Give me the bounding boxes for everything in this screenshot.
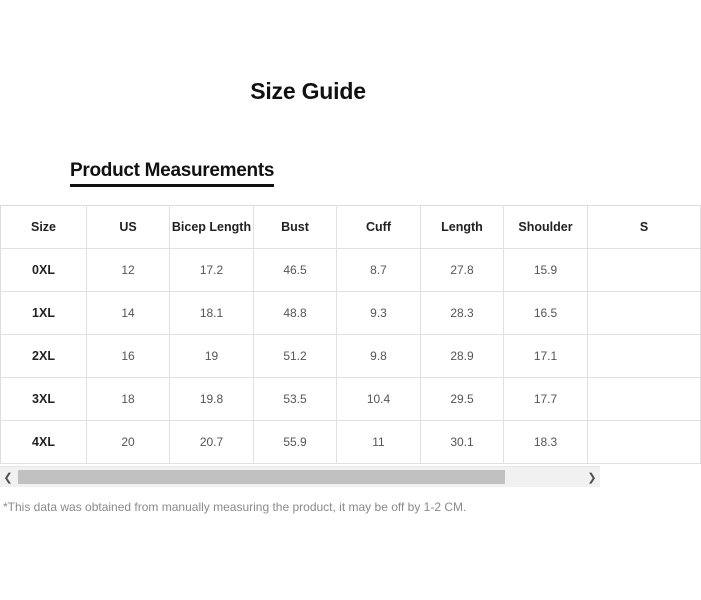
size-label-cell: 2XL bbox=[1, 335, 87, 378]
table-cell: 20.7 bbox=[170, 421, 254, 464]
table-cell: 18.1 bbox=[170, 292, 254, 335]
table-row bbox=[1, 249, 701, 292]
measurement-footnote: *This data was obtained from manually measuring the product, it may be off by 1-2 CM. bbox=[3, 500, 467, 514]
column-header: Length bbox=[421, 206, 504, 249]
section-title: Product Measurements bbox=[70, 160, 274, 187]
table-cell: 18.3 bbox=[504, 421, 588, 464]
chevron-right-icon: ❯ bbox=[587, 471, 597, 484]
horizontal-scrollbar[interactable] bbox=[0, 466, 600, 487]
table-cell: 28.3 bbox=[421, 292, 504, 335]
table-cell: 17.1 bbox=[504, 335, 588, 378]
table-cell: 9.8 bbox=[337, 335, 421, 378]
table-cell bbox=[588, 249, 701, 292]
table-cell: 17.2 bbox=[170, 249, 254, 292]
scroll-right-button[interactable] bbox=[584, 467, 600, 487]
table-cell: 15.9 bbox=[504, 249, 588, 292]
table-cell: 10.4 bbox=[337, 378, 421, 421]
table-cell bbox=[588, 378, 701, 421]
table-cell: 53.5 bbox=[254, 378, 337, 421]
table-cell: 28.9 bbox=[421, 335, 504, 378]
table-cell: 29.5 bbox=[421, 378, 504, 421]
table-cell bbox=[588, 421, 701, 464]
table-cell: 17.7 bbox=[504, 378, 588, 421]
table-cell: 18 bbox=[87, 378, 170, 421]
column-header: Bicep Length bbox=[170, 206, 254, 249]
table-cell bbox=[588, 292, 701, 335]
table-cell: 48.8 bbox=[254, 292, 337, 335]
table-cell: 19 bbox=[170, 335, 254, 378]
table-cell: 19.8 bbox=[170, 378, 254, 421]
size-label-cell: 3XL bbox=[1, 378, 87, 421]
column-header: S bbox=[588, 206, 701, 249]
column-header: Bust bbox=[254, 206, 337, 249]
table-row bbox=[1, 335, 701, 378]
column-header: US bbox=[87, 206, 170, 249]
table-cell: 30.1 bbox=[421, 421, 504, 464]
table-row bbox=[1, 421, 701, 464]
column-header: Size bbox=[1, 206, 87, 249]
table-cell: 8.7 bbox=[337, 249, 421, 292]
scrollbar-thumb[interactable] bbox=[18, 470, 505, 484]
column-header: Cuff bbox=[337, 206, 421, 249]
table-cell: 46.5 bbox=[254, 249, 337, 292]
size-table bbox=[0, 205, 701, 464]
table-cell: 27.8 bbox=[421, 249, 504, 292]
table-header-row bbox=[1, 206, 701, 249]
scroll-left-button[interactable] bbox=[0, 467, 16, 487]
table-cell: 12 bbox=[87, 249, 170, 292]
table-scroll-area[interactable] bbox=[0, 205, 649, 465]
table-cell: 16.5 bbox=[504, 292, 588, 335]
column-header: Shoulder bbox=[504, 206, 588, 249]
table-cell bbox=[588, 335, 701, 378]
table-row bbox=[1, 292, 701, 335]
chevron-left-icon: ❮ bbox=[3, 471, 13, 484]
page-title: Size Guide bbox=[250, 78, 366, 104]
table-cell: 51.2 bbox=[254, 335, 337, 378]
table-cell: 9.3 bbox=[337, 292, 421, 335]
size-label-cell: 4XL bbox=[1, 421, 87, 464]
table-cell: 14 bbox=[87, 292, 170, 335]
table-cell: 20 bbox=[87, 421, 170, 464]
size-label-cell: 1XL bbox=[1, 292, 87, 335]
table-cell: 11 bbox=[337, 421, 421, 464]
table-cell: 16 bbox=[87, 335, 170, 378]
table-row bbox=[1, 378, 701, 421]
table-cell: 55.9 bbox=[254, 421, 337, 464]
size-label-cell: 0XL bbox=[1, 249, 87, 292]
